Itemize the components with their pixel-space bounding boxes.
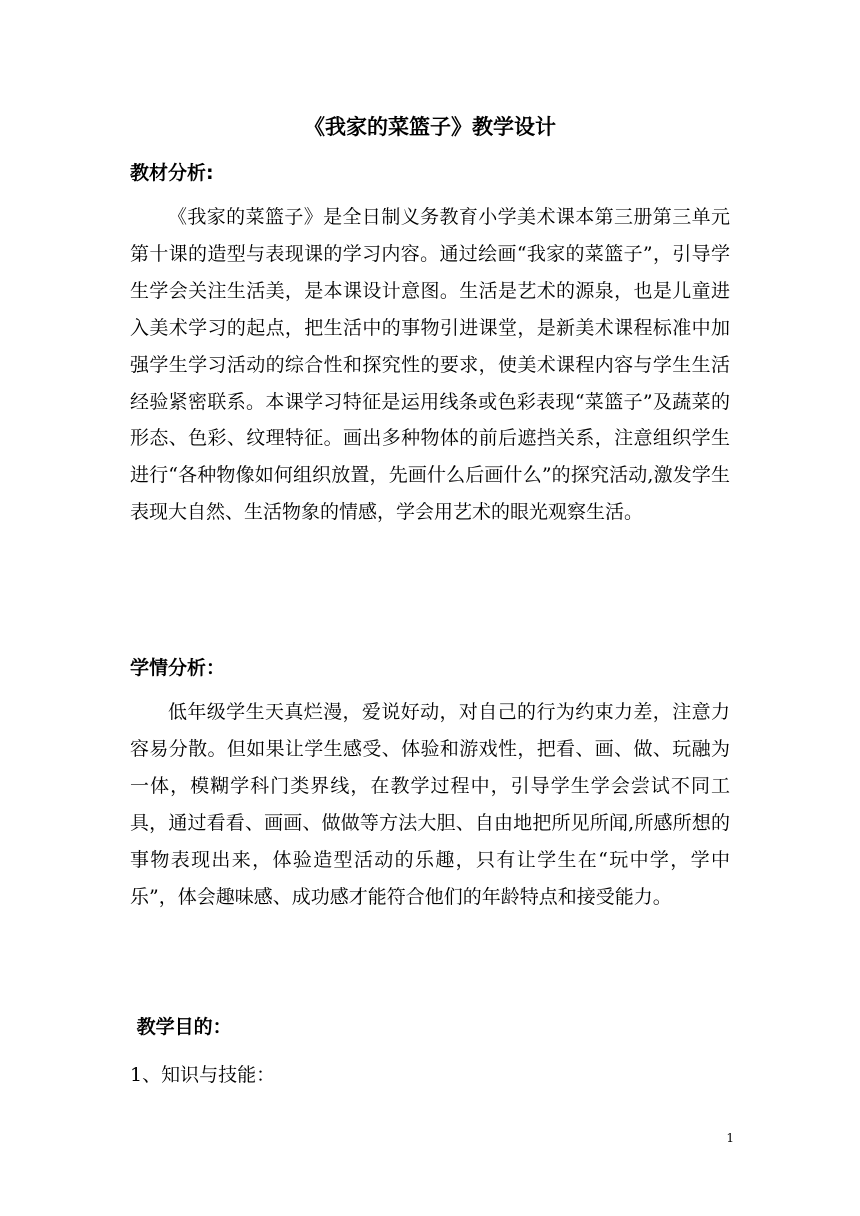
section-heading-student-analysis: 学情分析：	[130, 657, 226, 679]
paragraph-textbook-analysis: 《我家的菜篮子》是全日制义务教育小学美术课本第三册第三单元第十课的造型与表现课的学习内容。通过绘画“我家的菜篮子”，引导学生学会关注生活美，是本课设计意图。生活是艺术的源泉，也是儿童进入美术学习的起点，把生活中的事物引进课堂，是新美术课程标准中加强学生学习活动的综合性和探究性的要求，使美术课程内容与学生生活经验紧密联系。本课学习特征是运用线条或色彩表现“菜篮子”及蔬菜的形态、色彩、纹理特征。画出多种物体的前后遮挡关系，注意组织学生进行“各种物像如何组织放置，先画什么后画什么”的探究活动,激发学生表现大自然、生活物象的情感，学会用艺术的眼光观察生活。	[130, 206, 730, 524]
paragraph-student-analysis: 低年级学生天真烂漫，爱说好动，对自己的行为约束力差，注意力容易分散。但如果让学生感受、体验和游戏性，把看、画、做、玩融为一体，模糊学科门类界线，在教学过程中，引导学生学会尝试不同工具，通过看看、画画、做做等方法大胆、自由地把所见所闻,所感所想的事物表现出来，体验造型活动的乐趣，只有让学生在“玩中学，学中乐”，体会趣味感、成功感才能符合他们的年龄特点和接受能力。	[130, 701, 730, 908]
page-number: 1	[726, 1131, 734, 1145]
section-heading-teaching-objectives: 教学目的：	[130, 1016, 232, 1038]
section-heading-textbook-analysis: 教材分析:	[130, 162, 214, 184]
page-title: 《我家的菜篮子》教学设计	[304, 115, 556, 139]
subheading-knowledge-skills: 1、知识与技能：	[130, 1064, 276, 1086]
